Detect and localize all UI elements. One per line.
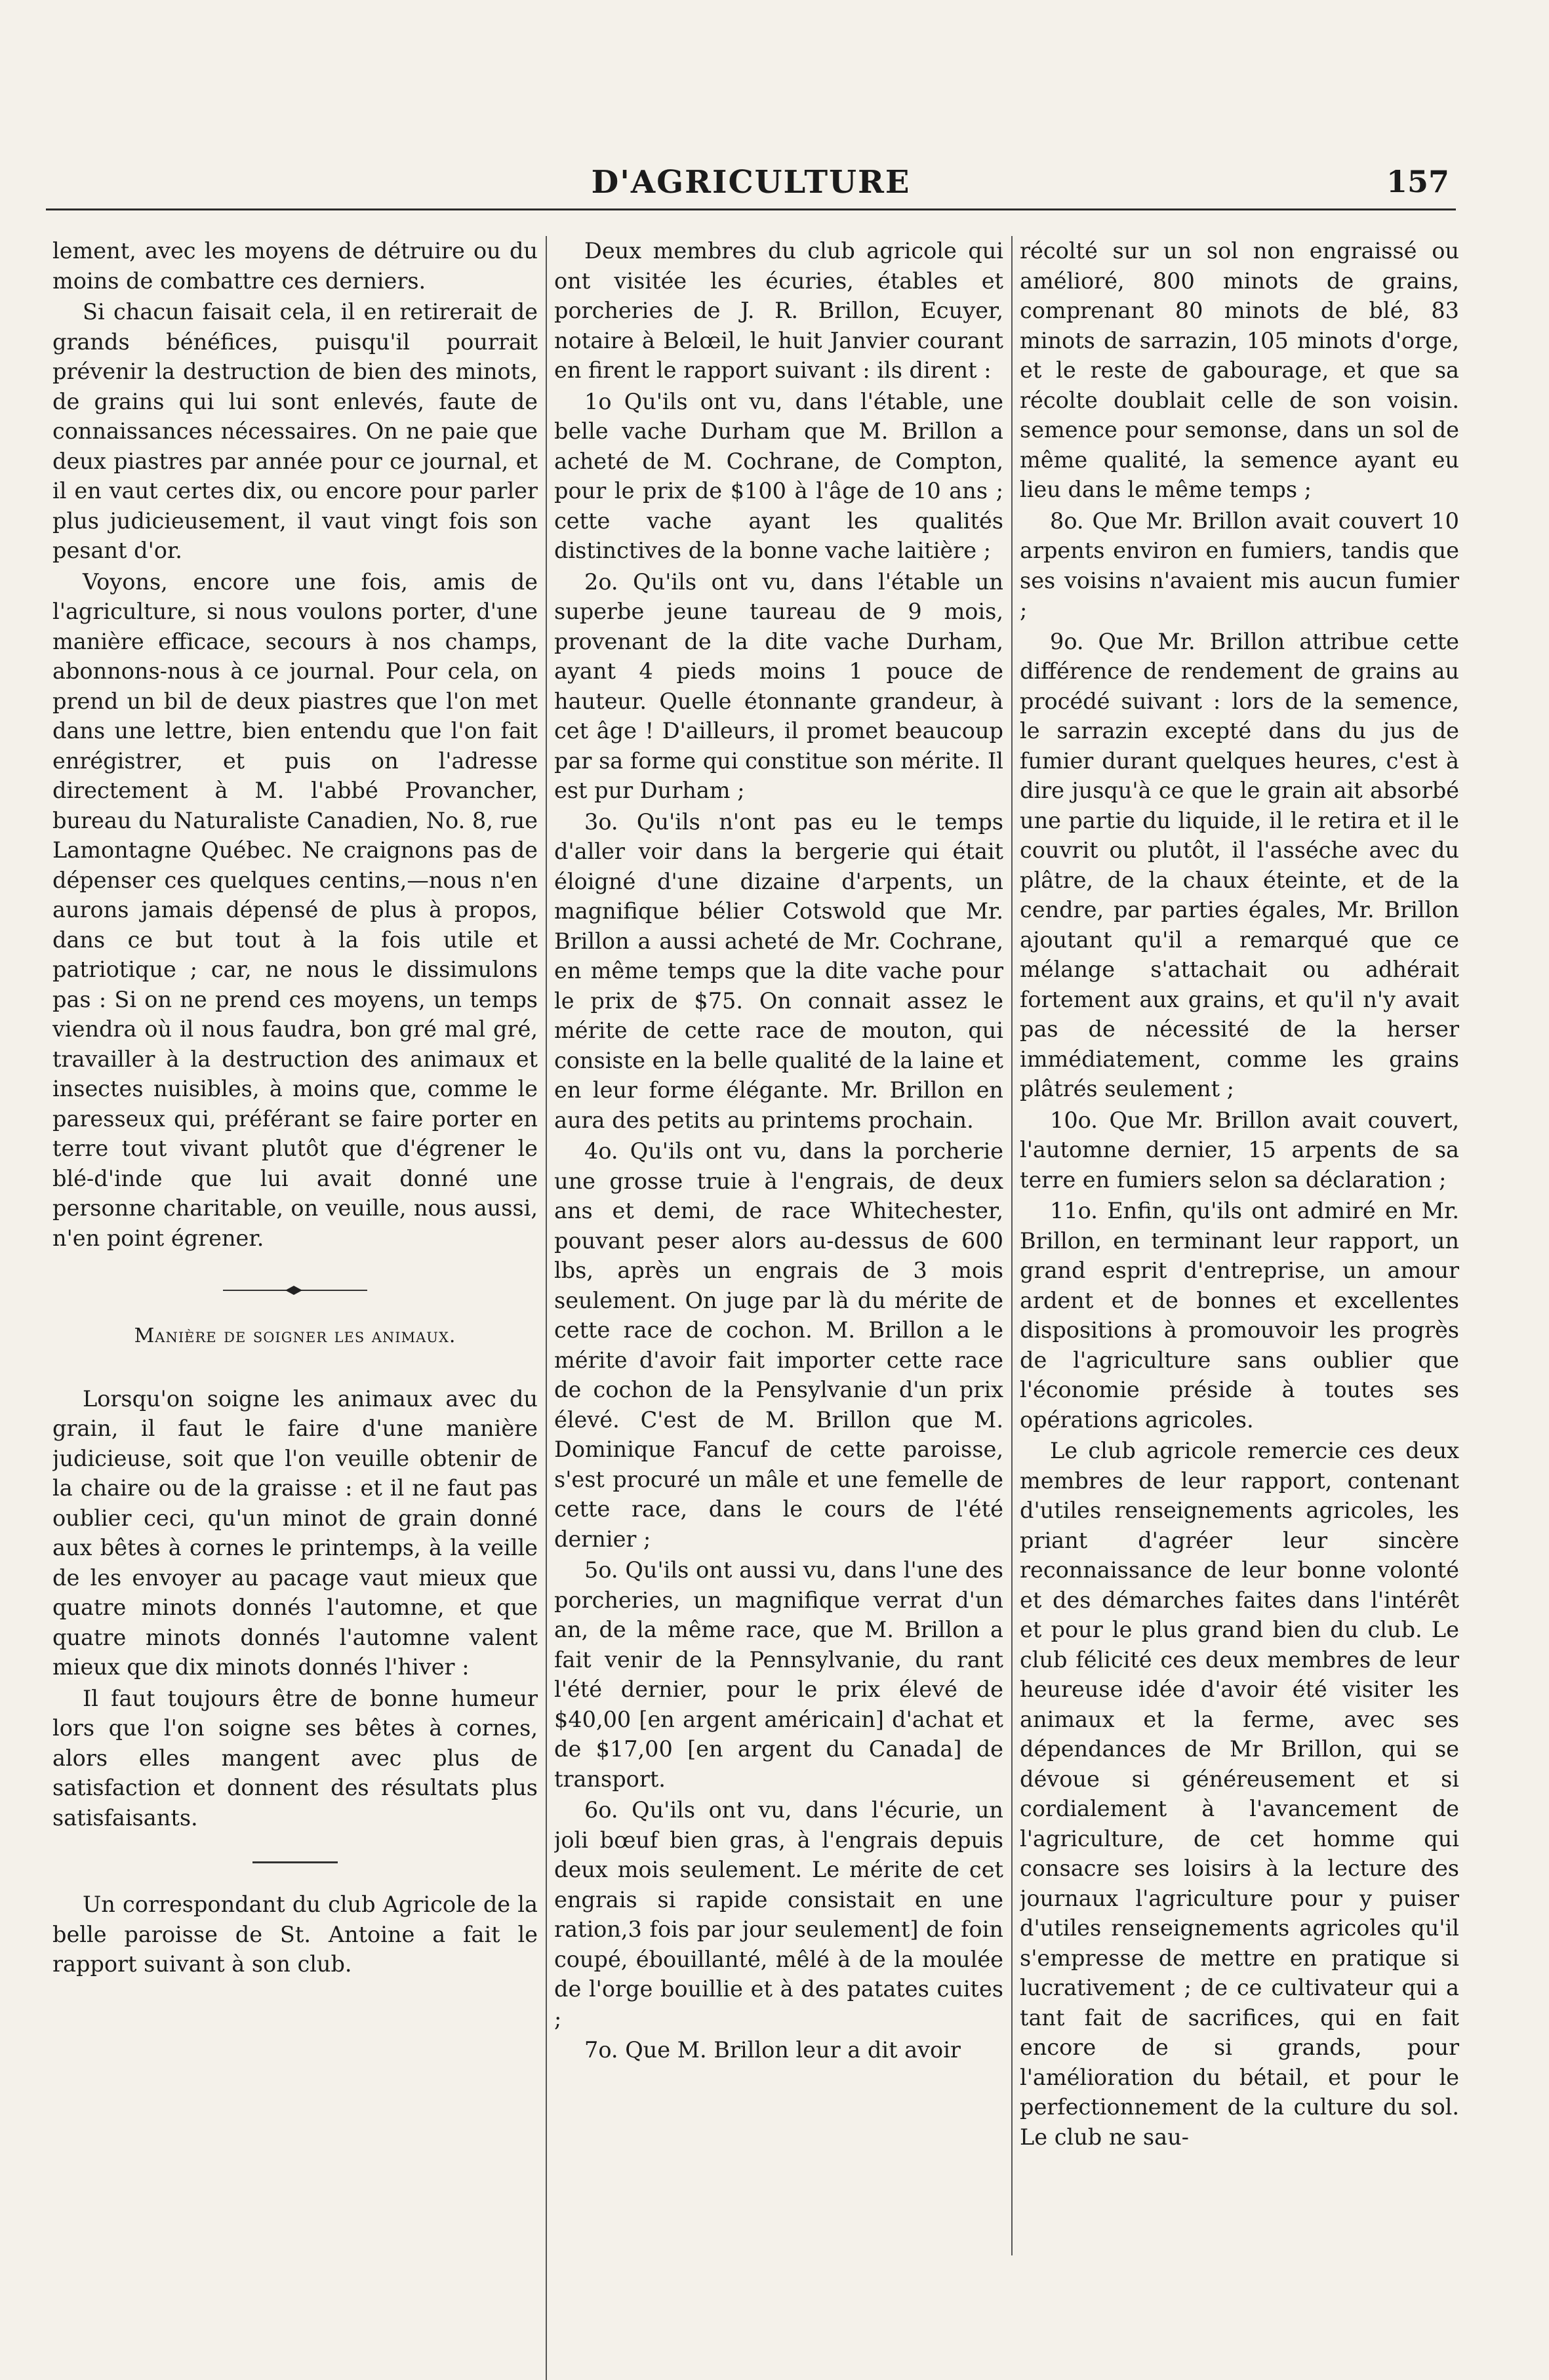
page-header: [46, 164, 1456, 216]
paragraph: 5o. Qu'ils ont aussi vu, dans l'une des porcheries, un magnifique verrat d'un an, de la même race, que M. Brillon a fait venir de la Pennsylvanie, du rant l'été dernier, pour le prix élevé de $40,00 [en argent américain] d'achat et de $17,00 [en argent du Canada] de transport.: [554, 1557, 1003, 1792]
column-divider-1: [546, 236, 547, 2380]
paragraph: 11o. Enfin, qu'ils ont admiré en Mr. Brillon, en terminant leur rapport, un grand esprit d'entreprise, un amour ardent et de bonnes et excellentes dispositions à promouvoir les progrès de l'agriculture sans oublier que l'économie préside à toutes ses opérations agricoles.: [1020, 1198, 1459, 1433]
paragraph: Lorsqu'on soigne les animaux avec du grain, il faut le faire d'une manière judicieuse, soit que l'on veuille obtenir de la chaire ou de la graisse : et il ne faut pas oublier ceci, qu'un minot de grain donné aux bêtes à cornes le printemps, à la veille de les envoyer au pacage vaut mieux que quatre minots donnés l'automne, et que quatre minots donnés l'automne valent mieux que dix minots donnés l'hiver :: [52, 1385, 538, 1680]
page-number: 157: [1386, 164, 1449, 199]
paragraph: 2o. Qu'ils ont vu, dans l'étable un superbe jeune taureau de 9 mois, provenant de la dite vache Durham, ayant 4 pieds moins 1 pouce de hauteur. Quelle étonnante grandeur, à cet âge ! D'ailleurs, il promet beaucoup par sa forme qui constitue son mérite. Il est pur Durham ;: [554, 568, 1003, 803]
paragraph: Le club agricole remercie ces deux membres de leur rapport, contenant d'utiles renseignements agricoles, les priant d'agréer leur sincère reconnaissance de leur bonne volonté et des démarches faites dans l'intérêt et pour le plus grand bien du club. Le club félicité ces deux membres de leur heureuse idée d'avoir été visiter les animaux et la ferme, avec ses dépendances de Mr Brillon, qui se dévoue si généreusement et si cordialement à l'avancement de l'agriculture, de cet homme qui consacre ses loisirs à la lecture des journaux l'agriculture pour y puiser d'utiles renseignements agricoles qu'il s'empresse de mettre en pratique si lucrativement ; de ce cultivateur qui a tant fait de sacrifices, qui en fait encore de si grands, pour l'amélioration du bétail, et pour le perfectionnement de la culture du sol. Le club ne sau-: [1020, 1438, 1459, 2150]
paragraph: Voyons, encore une fois, amis de l'agriculture, si nous voulons porter, d'une manière efficace, secours à nos champs, abonnons-nous à ce journal. Pour cela, on prend un bil de deux piastres que l'on met dans une lettre, bien entendu que l'on fait enrégistrer, et puis on l'adresse directement à M. l'abbé Provancher, bureau du Naturaliste Canadien, No. 8, rue Lamontagne Québec. Ne craignons pas de dépenser ces quelques centins,—nous n'en aurons jamais dépensé de plus à propos, dans ce but tout à la fois utile et patriotique ; car, ne nous le dissimulons pas : Si on ne prend ces moyens, un temps viendra où il nous faudra, bon gré mal gré, travailler à la destruction des animaux et insectes nuisibles, à moins que, comme le paresseux qui, préférant se faire porter en terre tout vivant plutôt que d'égrener le blé-d'inde que lui avait donné une personne charitable, on veuille, nous aussi, n'en point égrener.: [52, 568, 538, 1251]
paragraph: lement, avec les moyens de détruire ou du moins de combattre ces derniers.: [52, 238, 538, 294]
paragraph: 10o. Que Mr. Brillon avait couvert, l'automne dernier, 15 arpents de sa terre en fumiers selon sa déclaration ;: [1020, 1107, 1459, 1193]
paragraph: Si chacun faisait cela, il en retirerait de grands bénéfices, puisqu'il pourrait prévenir la destruction de bien des minots, de grains qui lui sont enlevés, faute de connaissances nécessaires. On ne paie que deux piastres par année pour ce journal, et il en vaut certes dix, ou encore pour parler plus judicieusement, il vaut vingt fois son pesant d'or.: [52, 299, 538, 563]
column-3: [1020, 236, 1459, 2282]
paragraph: 8o. Que Mr. Brillon avait couvert 10 arpents environ en fumiers, tandis que ses voisins n'avaient mis aucun fumier ;: [1020, 507, 1459, 623]
section-heading: Manière de soigner les animaux.: [134, 1324, 456, 1347]
paragraph: 7o. Que M. Brillon leur a dit avoir: [584, 2037, 961, 2063]
section-rule: [252, 1861, 338, 1863]
column-2: [554, 236, 1003, 2282]
ornamental-divider: [223, 1286, 367, 1295]
column-divider-2: [1011, 236, 1013, 2255]
paragraph: Il faut toujours être de bonne humeur lors que l'on soigne ses bêtes à cornes, alors elles mangent avec plus de satisfaction et donnent des résultats plus satisfaisants.: [52, 1685, 538, 1831]
paragraph: Deux membres du club agricole qui ont visitée les écuries, étables et porcheries de J. R. Brillon, Ecuyer, notaire à Belœil, le huit Janvier courant en firent le rapport suivant : ils dirent :: [554, 238, 1003, 383]
paragraph: Un correspondant du club Agricole de la belle paroisse de St. Antoine a fait le rapport suivant à son club.: [52, 1892, 538, 1977]
paragraph: 9o. Que Mr. Brillon attribue cette différence de rendement de grains au procédé suivant : lors de la semence, le sarrazin excepté dans du jus de fumier durant quelques heures, c'est à dire jusqu'à ce que le grain ait absorbé une partie du liquide, il le retira et il le couvrit ou plutôt, il l'asséche avec du plâtre, de la chaux éteinte, et de la cendre, par parties égales, Mr. Brillon ajoutant qu'il a remarqué que ce mélange s'attachait ou adhérait fortement aux grains, et qu'il n'y avait pas de nécessité de la herser immédiatement, comme les grains plâtrés seulement ;: [1020, 628, 1459, 1101]
column-1: [52, 236, 538, 2282]
running-title: D'AGRICULTURE: [591, 164, 911, 201]
paragraph: 4o. Qu'ils ont vu, dans la porcherie une grosse truie à l'engrais, de deux ans et demi, de race Whitechester, pouvant peser alors au-dessus de 600 lbs, après un engrais de 3 mois seulement. On juge par là du mérite de cette race de cochon. M. Brillon a le mérite d'avoir fait importer cette race de cochon de la Pensylvanie d'un prix élevé. C'est de M. Brillon que M. Dominique Fancuf de cette paroisse, s'est procuré un mâle et une femelle de cette race, dans le cours de l'été dernier ;: [554, 1138, 1003, 1552]
header-rule: [46, 208, 1456, 210]
paragraph: 1o Qu'ils ont vu, dans l'étable, une belle vache Durham que M. Brillon a acheté de M. Cochrane, de Compton, pour le prix de $100 à l'âge de 10 ans ; cette vache ayant les qualités distinctives de la bonne vache laitière ;: [554, 388, 1003, 563]
paragraph: 3o. Qu'ils n'ont pas eu le temps d'aller voir dans la bergerie qui était éloigné d'une dizaine d'arpents, un magnifique bélier Cotswold que Mr. Brillon a aussi acheté de Mr. Cochrane, en même temps que la dite vache pour le prix de $75. On connait assez le mérite de cette race de mouton, qui consiste en la belle qualité de la laine et en leur forme élégante. Mr. Brillon en aura des petits au printems prochain.: [554, 808, 1003, 1133]
paragraph: 6o. Qu'ils ont vu, dans l'écurie, un joli bœuf bien gras, à l'engrais depuis deux mois seulement. Le mérite de cet engrais si rapide consistait en une ration,3 fois par jour seulement] de foin coupé, ébouillanté, mêlé à de la moulée de l'orge bouillie et à des patates cuites ;: [554, 1797, 1003, 2032]
paragraph: récolté sur un sol non engraissé ou amélioré, 800 minots de grains, comprenant 80 minots de blé, 83 minots de sarrazin, 105 minots d'orge, et le reste de gabourage, et que sa récolte doublait celle de son voisin. semence pour semonse, dans un sol de même qualité, la semence ayant eu lieu dans le même temps ;: [1020, 238, 1459, 502]
